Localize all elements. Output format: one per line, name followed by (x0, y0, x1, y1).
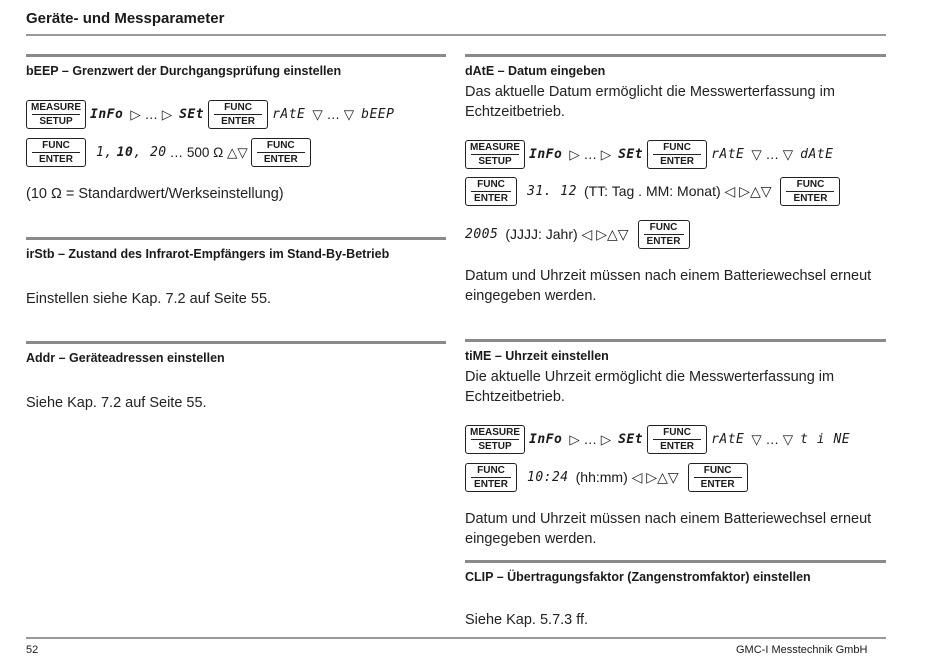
value-label: (JJJJ: Jahr) ◁ ▷△▽ (505, 226, 629, 242)
section-rule (26, 237, 446, 240)
time-sequence-1 (465, 425, 854, 454)
value-label: (hh:mm) ◁ ▷△▽ (575, 469, 679, 485)
arrow-sequence: ▷ … ▷ (569, 146, 612, 162)
measure-setup-key: MEASURE SETUP (465, 140, 525, 169)
lcd-target: dAtE (800, 147, 834, 162)
section-rule (26, 54, 446, 57)
lcd-set: SEt (618, 432, 644, 447)
date-sequence-2 (465, 177, 840, 206)
lcd-info: InFo (529, 432, 563, 447)
measure-setup-key: MEASURE SETUP (465, 425, 525, 454)
header-rule (26, 34, 886, 36)
addr-text: Siehe Kap. 7.2 auf Seite 55. (26, 395, 207, 411)
clip-text: Siehe Kap. 5.7.3 ff. (465, 612, 589, 628)
lcd-value: 31. 12 (527, 184, 577, 199)
date-sequence-3 (465, 220, 690, 249)
date-note: Datum und Uhrzeit müssen nach einem Batteriewechsel erneut eingegeben werden. (465, 268, 872, 304)
func-enter-key: FUNC ENTER (647, 140, 707, 169)
irstb-text: Einstellen siehe Kap. 7.2 auf Seite 55. (26, 291, 272, 307)
page-title: Geräte- und Messparameter (26, 10, 225, 27)
section-title-beep: bEEP – Grenzwert der Durchgangsprüfung einstellen (26, 64, 342, 78)
section-title-irstb: irStb – Zustand des Infrarot-Empfängers im Stand-By-Betrieb (26, 247, 390, 261)
date-text: Das aktuelle Datum ermöglicht die Messwerterfassung im Echtzeitbetrieb. (465, 84, 835, 120)
lcd-rate: rAtE (272, 107, 306, 122)
lcd-value: , 20 (133, 145, 167, 160)
lcd-value: 10:24 (527, 470, 569, 485)
lcd-target: bEEP (361, 107, 395, 122)
lcd-info: InFo (529, 147, 563, 162)
section-rule (465, 54, 886, 57)
section-rule (465, 560, 886, 563)
company-name: GMC-I Messtechnik GmbH (736, 644, 868, 656)
time-sequence-2 (465, 463, 748, 492)
lcd-target: t i NE (800, 432, 851, 447)
func-enter-key: FUNC ENTER (647, 425, 707, 454)
time-note: Datum und Uhrzeit müssen nach einem Batteriewechsel erneut eingegeben werden. (465, 511, 872, 547)
func-enter-key: FUNC ENTER (465, 463, 517, 492)
arrow-sequence: ▽ … ▽ (751, 146, 794, 162)
footer-rule (26, 637, 886, 639)
func-enter-key: FUNC ENTER (780, 177, 840, 206)
lcd-set: SEt (179, 107, 205, 122)
arrow-sequence: ▽ … ▽ (751, 431, 794, 447)
beep-note: (10 Ω = Standardwert/Werkseinstellung) (26, 186, 284, 202)
section-rule (465, 339, 886, 342)
lcd-rate: rAtE (711, 147, 745, 162)
func-enter-key: FUNC ENTER (465, 177, 517, 206)
func-enter-key: FUNC ENTER (638, 220, 690, 249)
arrow-sequence: ▷ … ▷ (569, 431, 612, 447)
section-title-time: tiME – Uhrzeit einstellen (465, 349, 609, 363)
lcd-value: 1, (96, 145, 113, 160)
section-title-addr: Addr – Geräteadressen einstellen (26, 351, 225, 365)
arrow-sequence: ▷ … ▷ (130, 106, 173, 122)
beep-sequence-2 (26, 138, 311, 167)
beep-sequence-1 (26, 100, 398, 129)
func-enter-key: FUNC ENTER (26, 138, 86, 167)
section-title-date: dAtE – Datum eingeben (465, 64, 606, 78)
lcd-set: SEt (618, 147, 644, 162)
lcd-value: 2005 (465, 227, 499, 242)
lcd-rate: rAtE (711, 432, 745, 447)
section-rule (26, 341, 446, 344)
func-enter-key: FUNC ENTER (251, 138, 311, 167)
lcd-info: InFo (90, 107, 124, 122)
date-sequence-1 (465, 140, 837, 169)
lcd-value: 10 (116, 145, 134, 160)
value-label: (TT: Tag . MM: Monat) ◁ ▷△▽ (583, 183, 772, 199)
section-title-clip: CLIP – Übertragungsfaktor (Zangenstromfaktor) einstellen (465, 570, 811, 584)
page-number: 52 (26, 644, 39, 656)
time-text: Die aktuelle Uhrzeit ermöglicht die Messwerterfassung im Echtzeitbetrieb. (465, 369, 835, 405)
arrow-sequence: ▽ … ▽ (312, 106, 355, 122)
func-enter-key: FUNC ENTER (208, 100, 268, 129)
value-range: … 500 Ω △▽ (169, 144, 248, 160)
measure-setup-key: MEASURE SETUP (26, 100, 86, 129)
func-enter-key: FUNC ENTER (688, 463, 748, 492)
